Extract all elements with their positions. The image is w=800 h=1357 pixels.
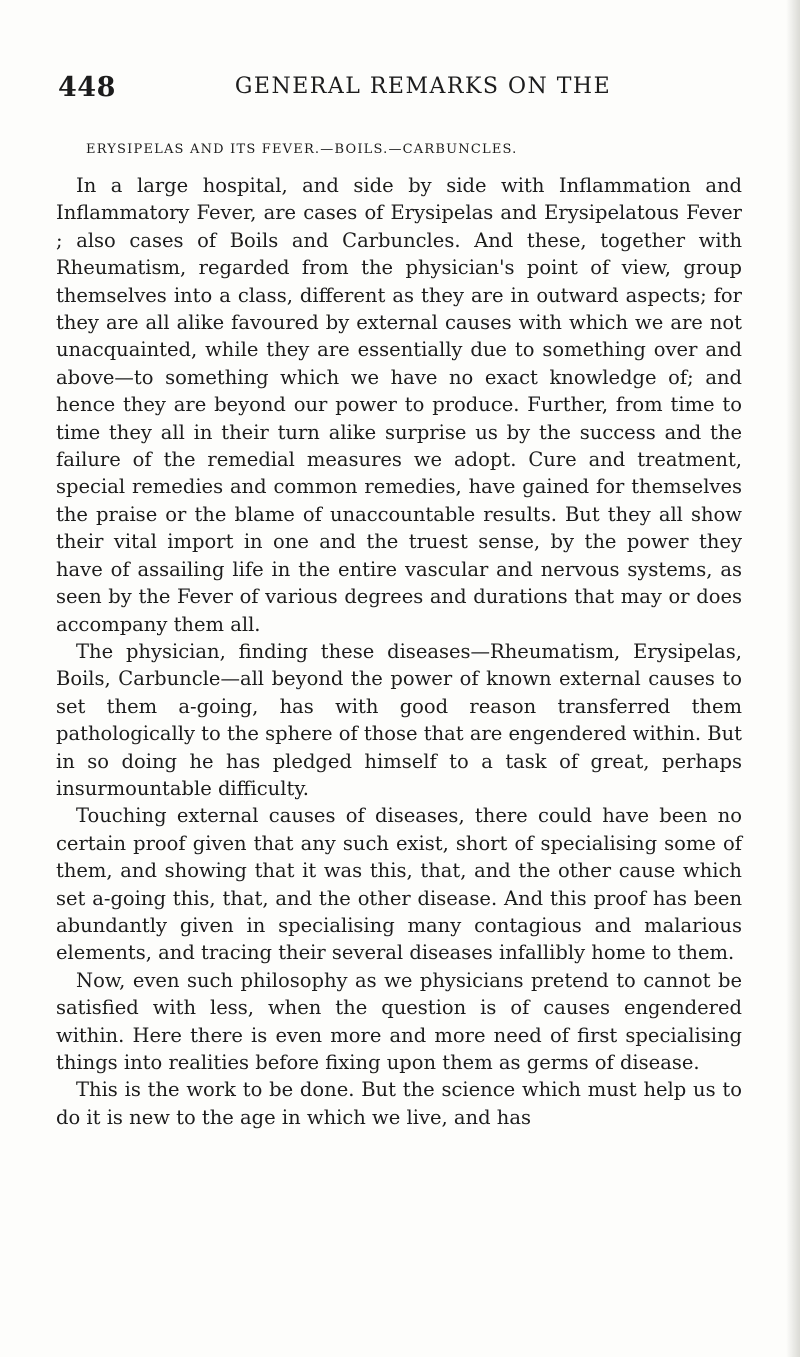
paragraph: Now, even such philosophy as we physicians pretend to cannot be satisfied with less, when the question is of causes engendered within. Here there is even more and more need of first specialising things into realities before fixing upon them as germs of disease. [56, 968, 742, 1074]
running-head [58, 72, 748, 112]
section-heading: ERYSIPELAS AND ITS FEVER.—BOILS.—CARBUNCLES. [86, 142, 518, 157]
paragraph: This is the work to be done. But the science which must help us to do it is new to the age in which we live, and has [56, 1078, 742, 1129]
paragraph: In a large hospital, and side by side with Inflammation and Inflammatory Fever, are cases of Erysipelas and Erysipelatous Fever ; also cases of Boils and Carbuncles. And these, together with Rheumatism, regarded from the physician's point of view, group themselves into a class, different as they are in outward aspects; for they are all alike favoured by external causes with which we are not unacquainted, while they are essentially due to something over and above—to something which we have no exact knowledge of; and hence they are beyond our power to produce. Further, from time to time they all in their turn alike surprise us by the success and the failure of the remedial measures we adopt. Cure and treatment, special remedies and common remedies, have gained for themselves the praise or the blame of unaccountable results. But they all show their vital import in one and the truest sense, by the power they have of assailing life in the entire vascular and nervous systems, as seen by the Fever of various degrees and durations that may or does accompany them all. [56, 174, 742, 636]
running-title: GENERAL REMARKS ON THE [234, 74, 612, 99]
paragraph: The physician, finding these diseases—Rheumatism, Erysipelas, Boils, Carbuncle—all beyond the power of known external causes to set them a-going, has with good reason transferred them pathologically to the sphere of those that are engendered within. But in so doing he has pledged himself to a task of great, perhaps insurmountable difficulty. [56, 639, 742, 800]
page-edge-shadow [786, 0, 800, 1357]
paragraph: Touching external causes of diseases, there could have been no certain proof given that any such exist, short of specialising some of them, and showing that it was this, that, and the other cause which set a-going this, that, and the other disease. And this proof has been abundantly given in specialising many contagious and malarious elements, and tracing their several diseases infallibly home to them. [56, 804, 742, 965]
page-number: 448 [58, 72, 116, 103]
body-text [56, 172, 742, 1131]
